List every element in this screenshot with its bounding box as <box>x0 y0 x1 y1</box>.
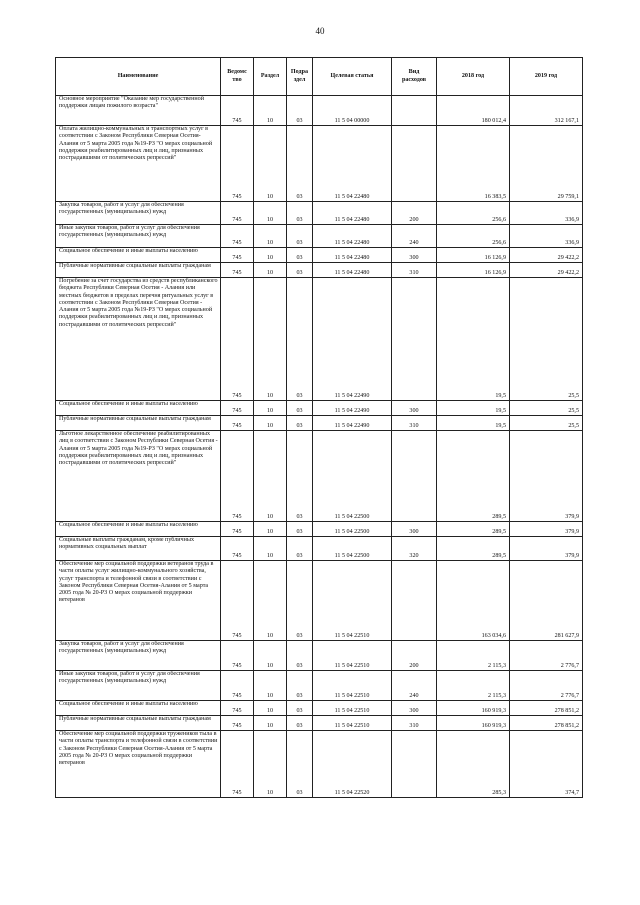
budget-table <box>55 57 583 798</box>
row-amount-2018: 285,3 <box>437 731 510 798</box>
table-row <box>56 225 583 248</box>
row-amount-2018: 19,5 <box>437 278 510 401</box>
row-target-article: 11 5 04 22480 <box>313 126 392 202</box>
row-target-article: 11 5 04 22510 <box>313 716 392 731</box>
row-target-article: 11 5 04 22500 <box>313 522 392 537</box>
header-year-2018: 2018 год <box>437 58 510 96</box>
row-name: Социальное обеспечение и иные выплаты населению <box>56 401 221 416</box>
row-target-article: 11 5 04 22510 <box>313 641 392 671</box>
table-row <box>56 701 583 716</box>
header-department: Ведомс тво <box>221 58 254 96</box>
row-department: 745 <box>221 263 254 278</box>
row-name: Погребение за счет государства из средств республиканского бюджета Республики Северная Осетия - Алания или местных бюджетов в пределах перечня ритуальных услуг в соответствии с Законом Республики Северная Осетия - Алания от 5 марта 2005 года №19-РЗ "О мерах социальной поддержки реабилитированных лиц и лиц, признанных пострадавшими от политических репрессий" <box>56 278 221 401</box>
row-amount-2018: 2 115,3 <box>437 641 510 671</box>
row-target-article: 11 5 04 22480 <box>313 225 392 248</box>
row-amount-2018: 163 034,6 <box>437 561 510 641</box>
row-section: 10 <box>254 561 287 641</box>
row-section: 10 <box>254 263 287 278</box>
row-name: Основное мероприятие "Оказание мер государственной поддержки лицам пожилого возраста" <box>56 96 221 126</box>
row-amount-2018: 16 126,9 <box>437 248 510 263</box>
row-subsection: 03 <box>287 401 313 416</box>
row-subsection: 03 <box>287 641 313 671</box>
row-amount-2018: 289,5 <box>437 522 510 537</box>
row-name: Льготное лекарственное обеспечение реабилитированных лиц в соответствии с Законом Республики Северная Осетия - Алания от 5 марта 2005 года №19-РЗ "О мерах социальной поддержки реабилитированных лиц и лиц, признанных пострадавшими от политических репрессий" <box>56 431 221 522</box>
row-department: 745 <box>221 225 254 248</box>
row-amount-2019: 379,9 <box>510 537 583 561</box>
table-row <box>56 537 583 561</box>
row-name: Обеспечение мер социальной поддержки тружеников тыла в части оплаты транспорта и телефонной связи в соответствии с Законом Республики Северная Осетия-Алания от 5 марта 2005 года № 20-РЗ О мерах социальной поддержки ветеранов <box>56 731 221 798</box>
row-name: Иные закупки товаров, работ и услуг для обеспечения государственных (муниципальных) нужд <box>56 225 221 248</box>
row-expense-type: 300 <box>392 522 437 537</box>
row-name: Публичные нормативные социальные выплаты гражданам <box>56 263 221 278</box>
header-section: Раздел <box>254 58 287 96</box>
row-department: 745 <box>221 401 254 416</box>
row-subsection: 03 <box>287 537 313 561</box>
row-name: Публичные нормативные социальные выплаты гражданам <box>56 416 221 431</box>
row-section: 10 <box>254 522 287 537</box>
row-expense-type <box>392 561 437 641</box>
header-year-2019: 2019 год <box>510 58 583 96</box>
row-target-article: 11 5 04 22490 <box>313 401 392 416</box>
row-subsection: 03 <box>287 96 313 126</box>
table-body <box>56 96 583 798</box>
row-department: 745 <box>221 561 254 641</box>
row-amount-2019: 374,7 <box>510 731 583 798</box>
row-name: Иные закупки товаров, работ и услуг для обеспечения государственных (муниципальных) нужд <box>56 671 221 701</box>
row-name: Социальные выплаты гражданам, кроме публичных нормативных социальных выплат <box>56 537 221 561</box>
row-expense-type: 300 <box>392 701 437 716</box>
row-department: 745 <box>221 248 254 263</box>
row-target-article: 11 5 04 22510 <box>313 561 392 641</box>
row-subsection: 03 <box>287 248 313 263</box>
row-subsection: 03 <box>287 431 313 522</box>
row-department: 745 <box>221 641 254 671</box>
header-subsection: Подра здел <box>287 58 313 96</box>
table-row <box>56 278 583 401</box>
row-subsection: 03 <box>287 416 313 431</box>
row-amount-2018: 16 383,5 <box>437 126 510 202</box>
row-section: 10 <box>254 225 287 248</box>
table-row <box>56 202 583 225</box>
row-amount-2018: 160 919,3 <box>437 701 510 716</box>
row-amount-2018: 2 115,3 <box>437 671 510 701</box>
row-amount-2019: 2 776,7 <box>510 641 583 671</box>
table-row <box>56 731 583 798</box>
row-department: 745 <box>221 126 254 202</box>
table-row <box>56 671 583 701</box>
row-target-article: 11 5 04 22480 <box>313 202 392 225</box>
table-row <box>56 522 583 537</box>
row-expense-type <box>392 731 437 798</box>
row-subsection: 03 <box>287 202 313 225</box>
row-amount-2019: 336,9 <box>510 202 583 225</box>
row-section: 10 <box>254 401 287 416</box>
row-subsection: 03 <box>287 561 313 641</box>
row-expense-type: 310 <box>392 416 437 431</box>
row-amount-2019: 379,9 <box>510 522 583 537</box>
row-amount-2018: 256,6 <box>437 225 510 248</box>
row-section: 10 <box>254 537 287 561</box>
table-row <box>56 561 583 641</box>
row-target-article: 11 5 04 22490 <box>313 416 392 431</box>
row-target-article: 11 5 04 22510 <box>313 701 392 716</box>
row-section: 10 <box>254 416 287 431</box>
row-name: Социальное обеспечение и иные выплаты населению <box>56 701 221 716</box>
row-target-article: 11 5 04 22500 <box>313 431 392 522</box>
table-header-row <box>56 58 583 96</box>
row-amount-2018: 289,5 <box>437 537 510 561</box>
row-amount-2019: 29 422,2 <box>510 248 583 263</box>
row-section: 10 <box>254 126 287 202</box>
row-amount-2019: 281 627,9 <box>510 561 583 641</box>
row-amount-2019: 25,5 <box>510 401 583 416</box>
row-amount-2019: 25,5 <box>510 278 583 401</box>
row-amount-2019: 278 851,2 <box>510 701 583 716</box>
table-row <box>56 716 583 731</box>
row-name: Обеспечение мер социальной поддержки ветеранов труда в части оплаты услуг жилищно-коммунального хозяйства, услуг транспорта и телефонной связи в соответствии с Законом Республики Северная Осетия-Алания от 5 марта 2005 года № 20-РЗ О мерах социальной поддержки ветеранов <box>56 561 221 641</box>
row-department: 745 <box>221 671 254 701</box>
row-amount-2018: 19,5 <box>437 401 510 416</box>
row-expense-type: 200 <box>392 641 437 671</box>
row-target-article: 11 5 04 22480 <box>313 263 392 278</box>
row-target-article: 11 5 04 22480 <box>313 248 392 263</box>
row-amount-2019: 379,9 <box>510 431 583 522</box>
row-amount-2019: 29 759,1 <box>510 126 583 202</box>
row-name: Публичные нормативные социальные выплаты гражданам <box>56 716 221 731</box>
row-expense-type: 320 <box>392 537 437 561</box>
table-row <box>56 431 583 522</box>
page-number: 40 <box>315 26 325 36</box>
table-row <box>56 126 583 202</box>
row-department: 745 <box>221 202 254 225</box>
header-name: Наименование <box>56 58 221 96</box>
row-amount-2018: 256,6 <box>437 202 510 225</box>
row-amount-2019: 29 422,2 <box>510 263 583 278</box>
row-target-article: 11 5 04 22500 <box>313 537 392 561</box>
row-amount-2018: 160 919,3 <box>437 716 510 731</box>
row-expense-type: 300 <box>392 248 437 263</box>
row-expense-type <box>392 431 437 522</box>
row-section: 10 <box>254 431 287 522</box>
row-department: 745 <box>221 731 254 798</box>
row-name: Закупка товаров, работ и услуг для обеспечения государственных (муниципальных) нужд <box>56 641 221 671</box>
row-name: Оплата жилищно-коммунальных и транспортных услуг в соответствии с Законом Республики Северная Осетия-Алания от 5 марта 2005 года №19-РЗ "О мерах социальной поддержки реабилитированных лиц и лиц, признанных пострадавшими от политических репрессий" <box>56 126 221 202</box>
table-row <box>56 263 583 278</box>
row-amount-2019: 278 851,2 <box>510 716 583 731</box>
row-name: Социальное обеспечение и иные выплаты населению <box>56 248 221 263</box>
row-expense-type <box>392 96 437 126</box>
row-expense-type: 300 <box>392 401 437 416</box>
row-department: 745 <box>221 416 254 431</box>
row-section: 10 <box>254 671 287 701</box>
row-section: 10 <box>254 641 287 671</box>
row-expense-type <box>392 278 437 401</box>
row-section: 10 <box>254 701 287 716</box>
row-expense-type: 310 <box>392 716 437 731</box>
row-target-article: 11 5 04 22510 <box>313 671 392 701</box>
row-amount-2019: 336,9 <box>510 225 583 248</box>
table-row <box>56 416 583 431</box>
row-subsection: 03 <box>287 126 313 202</box>
row-subsection: 03 <box>287 263 313 278</box>
row-expense-type: 200 <box>392 202 437 225</box>
row-expense-type <box>392 126 437 202</box>
header-expense-type: Вид расходов <box>392 58 437 96</box>
row-target-article: 11 5 04 22520 <box>313 731 392 798</box>
row-subsection: 03 <box>287 716 313 731</box>
row-name: Закупка товаров, работ и услуг для обеспечения государственных (муниципальных) нужд <box>56 202 221 225</box>
row-section: 10 <box>254 731 287 798</box>
row-amount-2019: 25,5 <box>510 416 583 431</box>
row-department: 745 <box>221 96 254 126</box>
row-department: 745 <box>221 537 254 561</box>
row-subsection: 03 <box>287 225 313 248</box>
row-section: 10 <box>254 278 287 401</box>
row-department: 745 <box>221 701 254 716</box>
row-section: 10 <box>254 96 287 126</box>
row-department: 745 <box>221 522 254 537</box>
table-row <box>56 401 583 416</box>
row-subsection: 03 <box>287 522 313 537</box>
row-amount-2019: 312 167,1 <box>510 96 583 126</box>
table-row <box>56 248 583 263</box>
row-amount-2018: 16 126,9 <box>437 263 510 278</box>
row-amount-2018: 19,5 <box>437 416 510 431</box>
row-department: 745 <box>221 716 254 731</box>
row-name: Социальное обеспечение и иные выплаты населению <box>56 522 221 537</box>
row-section: 10 <box>254 248 287 263</box>
row-subsection: 03 <box>287 731 313 798</box>
table-row <box>56 641 583 671</box>
row-amount-2018: 180 012,4 <box>437 96 510 126</box>
row-amount-2018: 289,5 <box>437 431 510 522</box>
row-department: 745 <box>221 431 254 522</box>
table-row <box>56 96 583 126</box>
row-section: 10 <box>254 716 287 731</box>
row-amount-2019: 2 776,7 <box>510 671 583 701</box>
row-subsection: 03 <box>287 701 313 716</box>
row-subsection: 03 <box>287 278 313 401</box>
row-department: 745 <box>221 278 254 401</box>
row-expense-type: 310 <box>392 263 437 278</box>
row-expense-type: 240 <box>392 225 437 248</box>
row-section: 10 <box>254 202 287 225</box>
row-target-article: 11 5 04 00000 <box>313 96 392 126</box>
row-target-article: 11 5 04 22490 <box>313 278 392 401</box>
row-subsection: 03 <box>287 671 313 701</box>
header-target-article: Целевая статья <box>313 58 392 96</box>
row-expense-type: 240 <box>392 671 437 701</box>
